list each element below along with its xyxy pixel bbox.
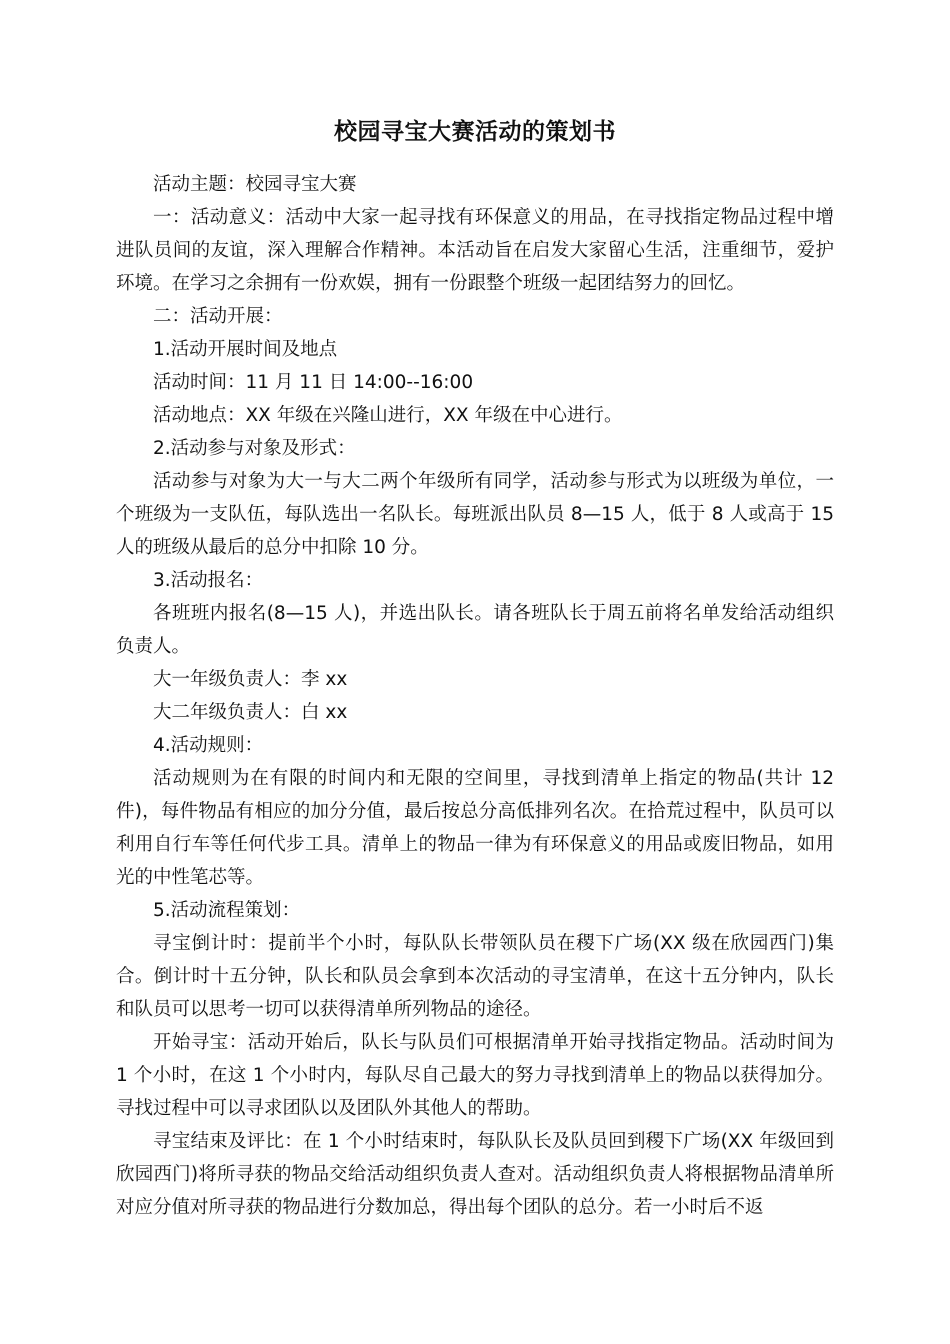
heading-process: 5.活动流程策划： [153,900,301,921]
paragraph-rules: 活动规则为在有限的时间内和无限的空间里，寻找到清单上指定的物品(共计 12 件)，每件物品有相应的加分分值，最后按总分高低排列名次。在拾荒过程中，队员可以利用自行车等任何代步工具。清单上的物品一律为有环保意义的用品或废旧物品，如用光的中性笔芯等。 [116,768,834,888]
paragraph-activity-location: 活动地点：XX 年级在兴隆山进行，XX 年级在中心进行。 [153,405,623,426]
document-body [116,168,834,1224]
heading-rules: 4.活动规则： [153,735,264,756]
paragraph-registration: 各班班内报名(8—15 人)，并选出队长。请各班队长于周五前将名单发给活动组织负责人。 [116,603,834,657]
document-title: 校园寻宝大赛活动的策划书 [334,119,616,145]
heading-registration: 3.活动报名： [153,570,264,591]
paragraph-start-hunt: 开始寻宝：活动开始后，队长与队员们可根据清单开始寻找指定物品。活动时间为 1 个小时，在这 1 个小时内，每队尽自己最大的努力寻找到清单上的物品以获得加分。寻找过程中可以寻求团队以及团队外其他人的帮助。 [116,1032,834,1119]
heading-time-and-place: 1.活动开展时间及地点 [153,339,338,360]
paragraph-freshman-contact: 大一年级负责人：李 xx [153,669,348,690]
paragraph-activity-time: 活动时间：11 月 11 日 14:00--16:00 [153,372,474,393]
heading-activity-development: 二：活动开展： [153,306,283,327]
paragraph-significance: 一：活动意义：活动中大家一起寻找有环保意义的用品，在寻找指定物品过程中增进队员间的友谊，深入理解合作精神。本活动旨在启发大家留心生活，注重细节，爱护环境。在学习之余拥有一份欢娱，拥有一份跟整个班级一起团结努力的回忆。 [116,207,834,294]
paragraph-participants: 活动参与对象为大一与大二两个年级所有同学，活动参与形式为以班级为单位，一个班级为一支队伍，每队选出一名队长。每班派出队员 8—15 人，低于 8 人或高于 15 人的班级从最后的总分中扣除 10 分。 [116,471,834,558]
heading-participants: 2.活动参与对象及形式： [153,438,356,459]
paragraph-theme: 活动主题：校园寻宝大赛 [153,174,357,195]
paragraph-countdown: 寻宝倒计时：提前半个小时，每队队长带领队员在稷下广场(XX 级在欣园西门)集合。倒计时十五分钟，队长和队员会拿到本次活动的寻宝清单，在这十五分钟内，队长和队员可以思考一切可以获得清单所列物品的途径。 [116,933,834,1020]
paragraph-end-and-judging: 寻宝结束及评比：在 1 个小时结束时，每队队长及队员回到稷下广场(XX 年级回到欣园西门)将所寻获的物品交给活动组织负责人查对。活动组织负责人将根据物品清单所对应分值对所寻获的物品进行分数加总，得出每个团队的总分。若一小时后不返 [116,1131,834,1218]
paragraph-sophomore-contact: 大二年级负责人：白 xx [153,702,348,723]
